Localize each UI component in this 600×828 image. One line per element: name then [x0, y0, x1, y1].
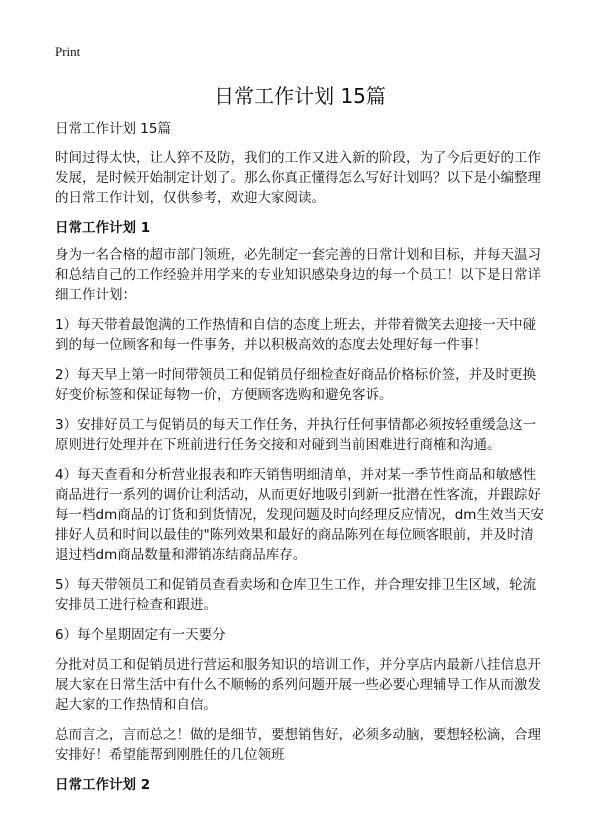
- text-line: 5）每天带领员工和促销员查看卖场和仓库卫生工作，并合理安排卫生区域，轮流: [55, 577, 537, 593]
- section1-intro-paragraph: [55, 245, 555, 305]
- training-paragraph: [55, 655, 555, 715]
- text-line: 退过档dm商品数量和滞销冻结商品库存。: [55, 547, 307, 563]
- text-line: 起大家的工作热情和自信。: [55, 697, 217, 713]
- text-line: 安排员工进行检查和跟进。: [55, 597, 217, 613]
- document-title: 日常工作计划 15篇: [214, 84, 386, 108]
- text-line: 原则进行处理并在下班前进行任务交接和对碰到当前困难进行商榷和沟通。: [55, 437, 501, 453]
- intro-paragraph: [55, 148, 555, 208]
- text-line: 3）安排好员工与促销员的每天工作任务，并执行任何事情都必须按轻重缓急这一: [55, 417, 537, 433]
- text-line: 2）每天早上第一时间带领员工和促销员仔细检查好商品价格标价签，并及时更换: [55, 367, 537, 383]
- text-line: 身为一名合格的超市部门领班，必先制定一套完善的日常计划和目标，并每天温习: [55, 247, 541, 263]
- text-line: 时间过得太快，让人猝不及防，我们的工作又进入新的阶段，为了今后更好的工作: [55, 150, 541, 166]
- list-item-6: [55, 625, 555, 645]
- subtitle: 日常工作计划 15篇: [55, 121, 171, 137]
- document-body: [55, 119, 555, 802]
- text-line: 排好人员和时间以最佳的"陈列效果和最好的商品陈列在每位顾客眼前，并及时清: [55, 527, 534, 543]
- text-line: 好变价标签和保证每物一价，方便顾客选购和避免客诉。: [55, 387, 393, 403]
- text-line: 商品进行一系列的调价让利活动，从而更好地吸引到新一批潜在性客流，并跟踪好: [55, 487, 541, 503]
- text-line: 到的每一位顾客和每一件事务，并以积极高效的态度去处理好每一件事！: [55, 337, 487, 353]
- text-line: 4）每天查看和分析营业报表和昨天销售明细清单，并对某一季节性商品和敏感性: [55, 467, 537, 483]
- text-line: 展大家在日常生活中有什么不顺畅的系列问题开展一些必要心理辅导工作从而激发: [55, 677, 541, 693]
- print-label: Print: [55, 44, 81, 59]
- list-item-5: [55, 575, 555, 615]
- text-line: 6）每个星期固定有一天要分: [55, 627, 226, 643]
- text-line: 分批对员工和促销员进行营运和服务知识的培训工作，并分享店内最新八挂信息开: [55, 657, 541, 673]
- text-line: 的日常工作计划，仅供参考，欢迎大家阅读。: [55, 190, 325, 206]
- list-item-1: [55, 315, 555, 355]
- text-line: 发展，是时候开始制定计划了。那么你真正懂得怎么写好计划吗？以下是小编整理: [55, 170, 541, 186]
- text-line: 每一档dm商品的订货和到货情况，发现问题及时向经理反应情况，dm生效当天安: [55, 507, 544, 523]
- section-heading-1: 日常工作计划 1: [55, 220, 151, 236]
- text-line: 1）每天带着最饱满的工作热情和自信的态度上班去，并带着微笑去迎接一天中碰: [55, 317, 537, 333]
- text-line: 安排好！希望能帮到刚胜任的几位领班: [55, 747, 285, 763]
- text-line: 总而言之，言而总之！做的是细节，要想销售好，必须多动脑，要想轻松滴，合理: [55, 727, 541, 743]
- text-line: 和总结自己的工作经验并用学来的专业知识感染身边的每一个员工！以下是日常详: [55, 267, 541, 283]
- list-item-4: [55, 465, 555, 565]
- list-item-2: [55, 365, 555, 405]
- conclusion-paragraph: [55, 725, 555, 765]
- section-heading-2: 日常工作计划 2: [55, 777, 151, 793]
- list-item-3: [55, 415, 555, 455]
- text-line: 细工作计划：: [55, 287, 136, 303]
